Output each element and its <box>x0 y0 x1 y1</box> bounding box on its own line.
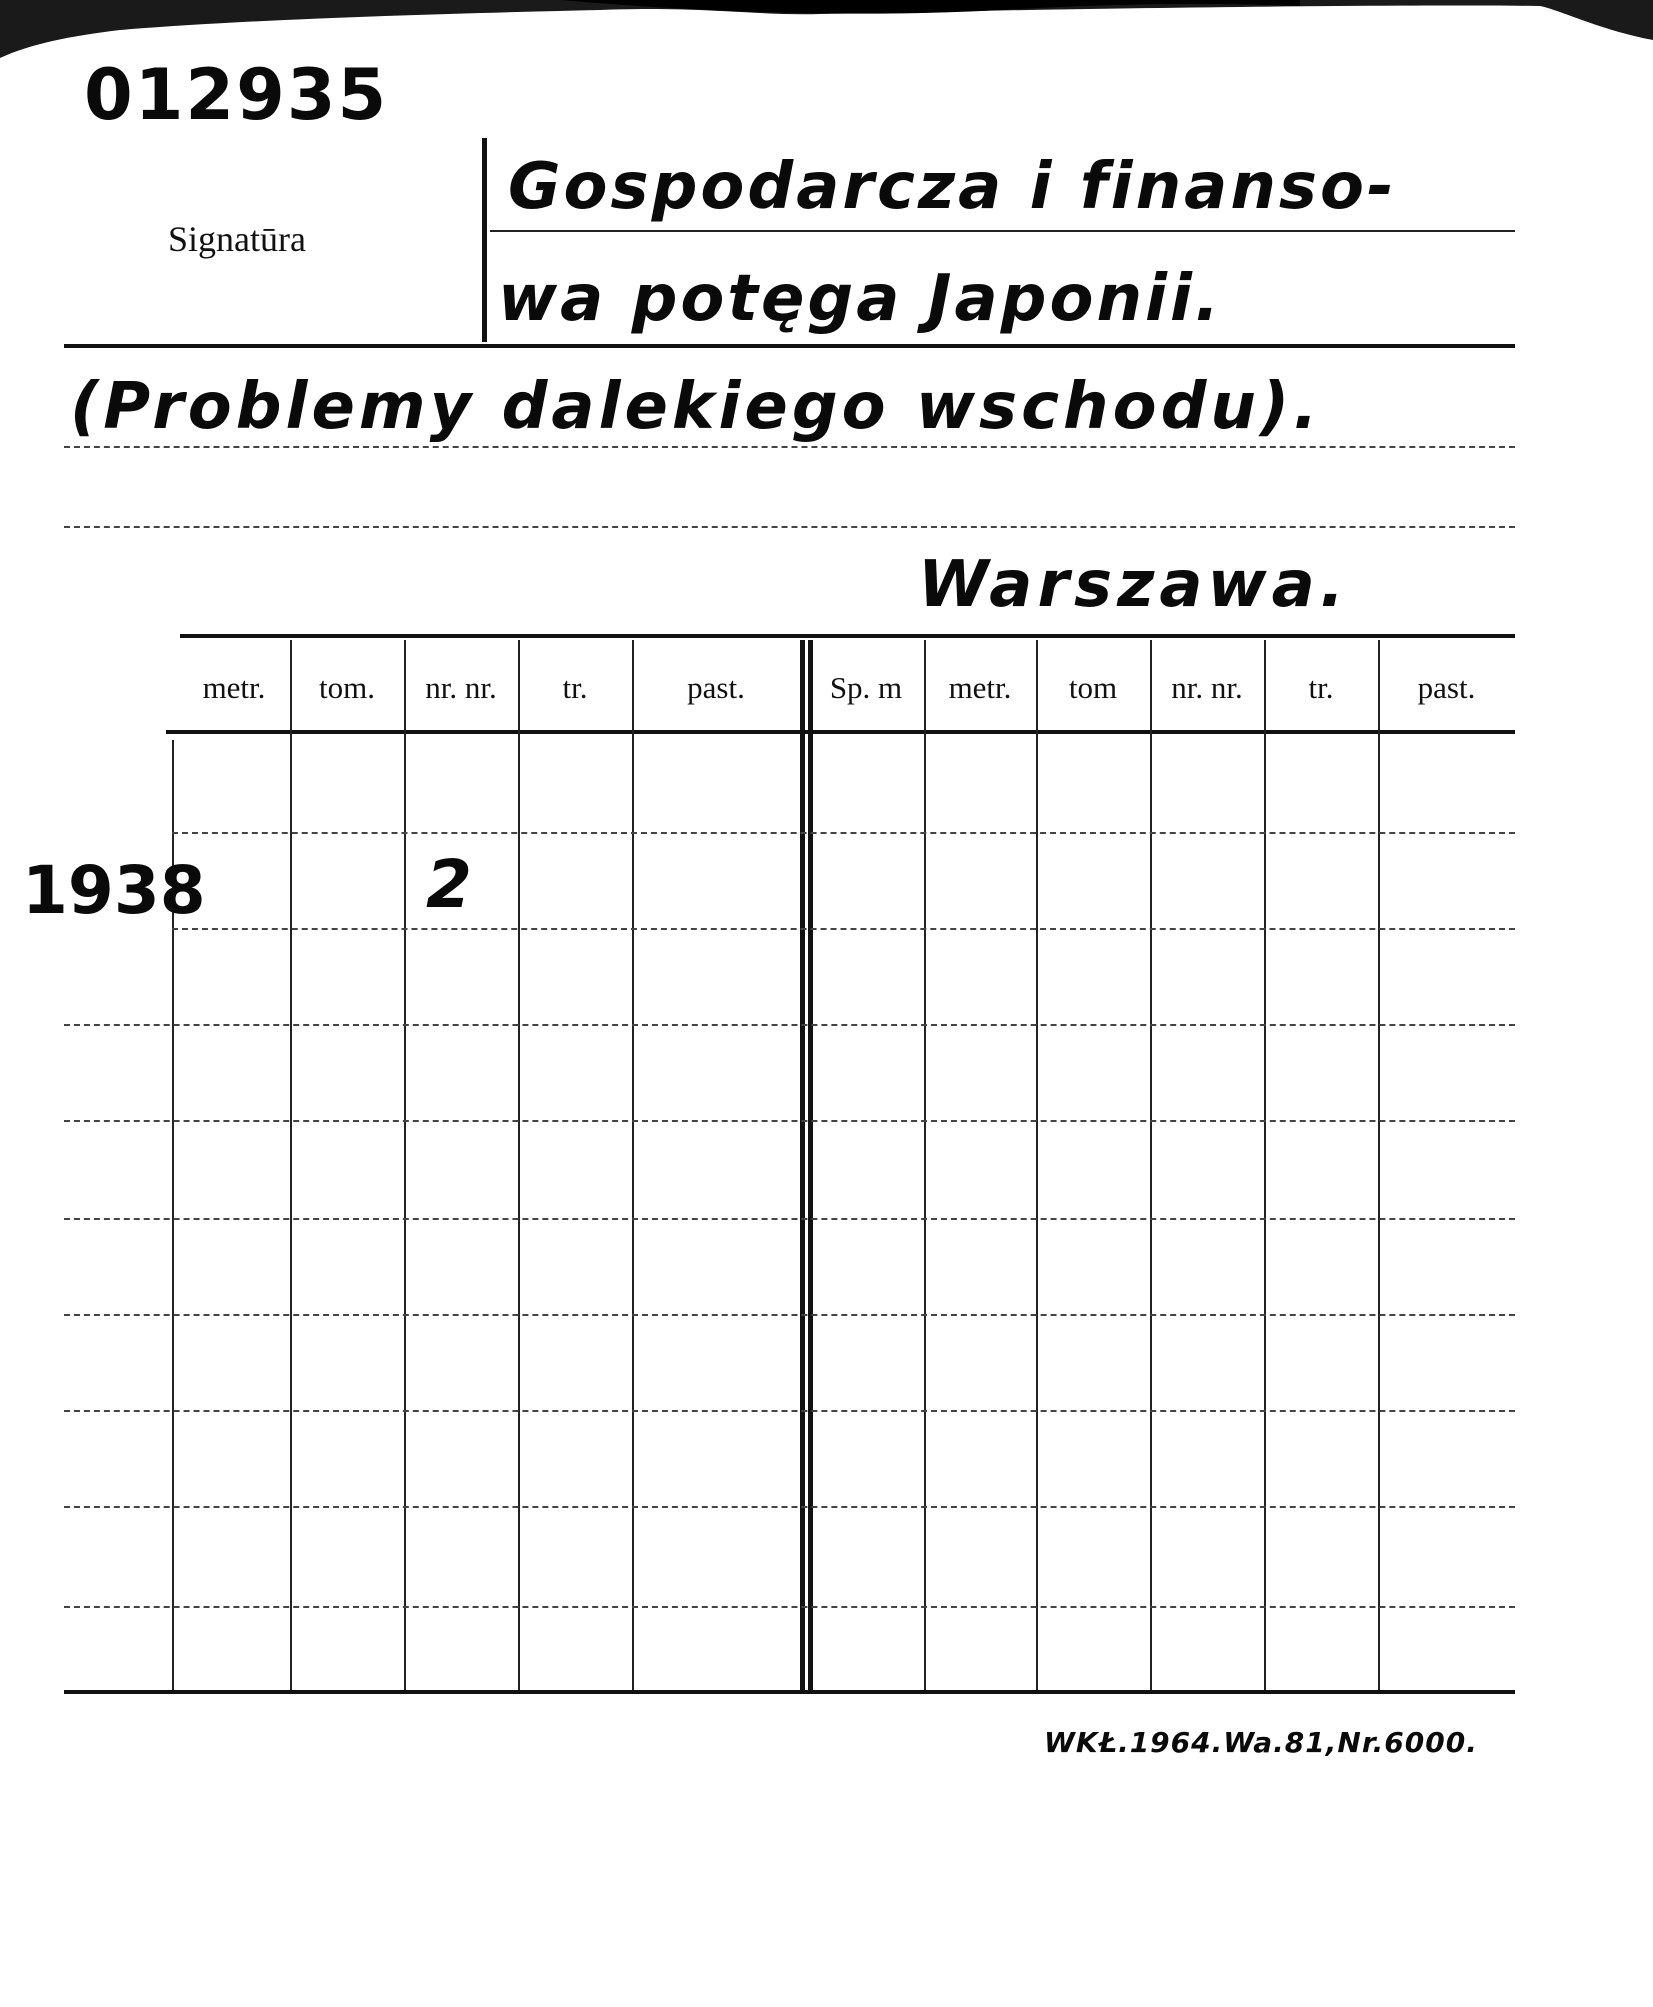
row-nr-nr-value: 2 <box>426 846 472 923</box>
grid-row-line <box>64 1606 1515 1608</box>
row-year: 1938 <box>22 852 206 929</box>
title-line-2: wa potęga Japonii. <box>498 262 1223 336</box>
col-header-past-2: past. <box>1417 670 1476 705</box>
grid-col-line <box>290 640 292 1690</box>
col-header-nr-nr: nr. nr. <box>425 670 497 705</box>
call-number: 012935 <box>84 54 389 136</box>
grid-row-line <box>64 1218 1515 1220</box>
grid-row-line <box>172 832 1515 834</box>
grid-col-line <box>632 640 634 1690</box>
col-header-tom-2: tom <box>1068 670 1118 705</box>
grid-row-line <box>172 928 1515 930</box>
publication-place: Warszawa. <box>918 548 1350 622</box>
grid-col-line <box>1378 640 1380 1690</box>
title-line-1: Gospodarcza i finanso- <box>508 150 1397 224</box>
col-header-nr-nr-2: nr. nr. <box>1171 670 1243 705</box>
col-header-metr: metr. <box>202 670 266 705</box>
signatura-label: Signatūra <box>168 219 306 259</box>
title-rule-1 <box>490 230 1515 232</box>
grid-row-line <box>64 1314 1515 1316</box>
scan-edge-shadow <box>0 0 1653 60</box>
blank-rule-1 <box>64 526 1515 528</box>
grid-col-line <box>518 640 520 1690</box>
col-header-tr: tr. <box>562 670 588 705</box>
table-top-rule <box>180 634 1515 638</box>
grid-row-line <box>64 1506 1515 1508</box>
grid-row-line <box>64 1120 1515 1122</box>
header-rule <box>64 344 1515 348</box>
title-separator <box>482 138 487 342</box>
subtitle: (Problemy dalekiego wschodu). <box>70 370 1322 444</box>
subtitle-rule <box>64 446 1515 448</box>
grid-col-line <box>404 640 406 1690</box>
grid-col-line <box>1264 640 1266 1690</box>
grid-row-line <box>64 1024 1515 1026</box>
grid-col-divider-double <box>808 640 813 1690</box>
grid-row-line <box>64 1410 1515 1412</box>
col-header-metr-2: metr. <box>948 670 1012 705</box>
printer-note: WKŁ.1964.Wa.81,Nr.6000. <box>1044 1726 1478 1759</box>
table-bottom-rule <box>64 1690 1515 1694</box>
grid-col-divider-double <box>800 640 805 1690</box>
grid-col-line <box>1036 640 1038 1690</box>
col-header-sp-m: Sp. m <box>829 670 903 705</box>
col-header-tom: tom. <box>319 670 375 705</box>
grid-col-line <box>924 640 926 1690</box>
table-header-bottom-rule <box>166 730 1515 734</box>
col-header-past: past. <box>687 670 745 705</box>
col-header-tr-2: tr. <box>1308 670 1334 705</box>
grid-col-line <box>1150 640 1152 1690</box>
